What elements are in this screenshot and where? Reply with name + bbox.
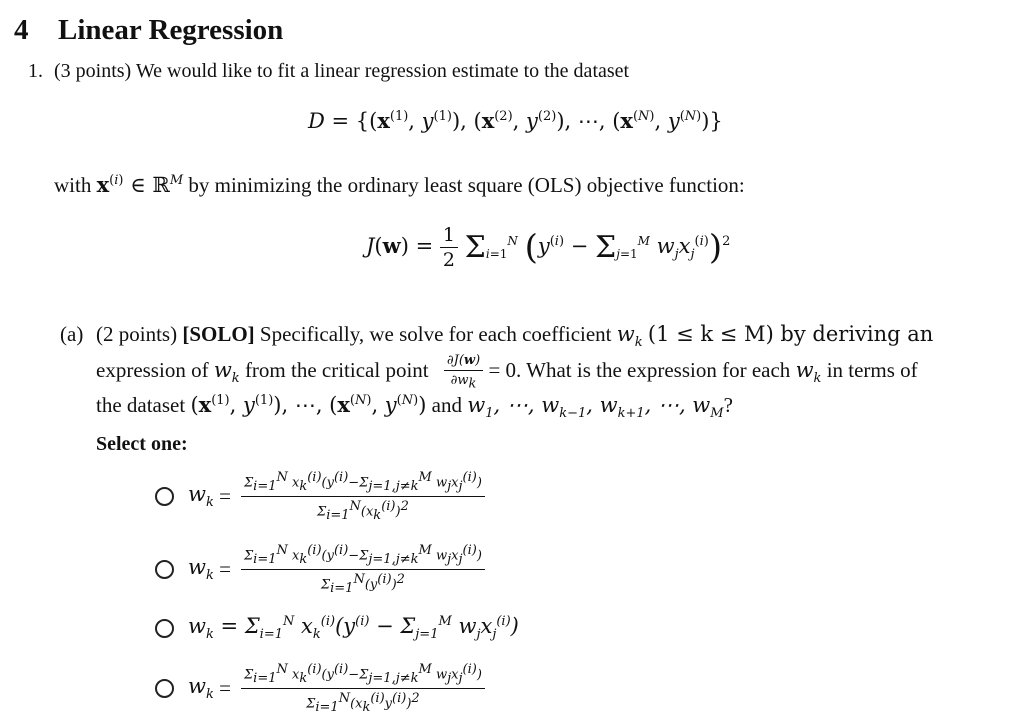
- partial-derivative: $\frac{\partial J(w)}{\partial w_k}$: [444, 353, 483, 392]
- part-a-line3-pre: the dataset: [96, 393, 186, 417]
- part-a-range: (1 ≤ k ≤ M) by deriving an: [647, 322, 934, 346]
- part-a-line-3: the dataset ($x^{(1)}$, $y^{(1)}$), ⋯, ($x^{(N)}$, $y^{(N)}$) and $w_1$, ⋯, $w_{k-1}$, $w_{k+1}$, ⋯, $w_M$?: [96, 392, 733, 422]
- part-a-line-2: expression of $w_k$ from the critical point $\frac{\partial J(w)}{\partial w_k}$ = 0. What is the expression for each $w_k$ in terms of: [96, 353, 918, 392]
- part-a-line1-text: Specifically, we solve for each coefficient: [259, 322, 612, 346]
- dataset-equation: $D = \{(x^{(1)}$, $y^{(1)}$), ($x^{(2)}$, $y^{(2)}$), ⋯, ($x^{(N)}$, $y^{(N)}$)}: [308, 108, 723, 133]
- part-a-line2-pre: expression of: [96, 358, 209, 383]
- radio-button[interactable]: [155, 487, 174, 506]
- option-d-fraction: $\frac{\Sigma_{i=1}^N x_k^{(i)}(y^{(i)}-\Sigma_{j=1,j\ne k}^M w_jx_j^{(i)})}{\Sigma_{i=1}^N(x_k^{(i)}y^{(i)})^2}$: [241, 662, 485, 715]
- with-line: with $x^{(i)}$ ∈ ℝ$^M$ by minimizing the ordinary least square (OLS) objective function:: [54, 172, 745, 197]
- radio-button[interactable]: [155, 679, 174, 698]
- radio-button[interactable]: [155, 619, 174, 638]
- part-a-label: (a): [60, 322, 84, 346]
- part-a-line2-end: in terms of: [826, 358, 918, 383]
- option-d[interactable]: $w_k$ = $\frac{\Sigma_{i=1}^N x_k^{(i)}(y^{(i)}-\Sigma_{j=1,j\ne k}^M w_jx_j^{(i)})}{\Sigma_{i=1}^N(x_k^{(i)}y^{(i)})^2}$: [155, 662, 485, 715]
- part-a-line2-post: = 0. What is the expression for each: [488, 358, 791, 383]
- question-intro: [28, 60, 629, 83]
- question-number: 1.: [28, 60, 43, 82]
- part-a-tag: [SOLO]: [182, 322, 255, 346]
- part-a-line-1: (2 points) [SOLO] Specifically, we solve for each coefficient $w_k$ (1 ≤ k ≤ M) by deriving an: [96, 322, 934, 351]
- question-intro-text: (3 points) We would like to fit a linear regression estimate to the dataset: [54, 60, 630, 82]
- option-b[interactable]: $w_k$ = $\frac{\Sigma_{i=1}^N x_k^{(i)}(y^{(i)}-\Sigma_{j=1,j\ne k}^M w_jx_j^{(i)})}{\Sigma_{i=1}^N(y^{(i)})^2}$: [155, 543, 485, 596]
- option-b-fraction: $\frac{\Sigma_{i=1}^N x_k^{(i)}(y^{(i)}-\Sigma_{j=1,j\ne k}^M w_jx_j^{(i)})}{\Sigma_{i=1}^N(y^{(i)})^2}$: [241, 543, 485, 596]
- option-a[interactable]: $w_k$ = $\frac{\Sigma_{i=1}^N x_k^{(i)}(y^{(i)}-\Sigma_{j=1,j\ne k}^M w_jx_j^{(i)})}{\Sigma_{i=1}^N(x_k^{(i)})^2}$: [155, 470, 485, 523]
- section-title-text: Linear Regression: [58, 14, 284, 46]
- part-a-line2-mid: from the critical point: [244, 358, 429, 383]
- section-number: 4: [14, 14, 29, 46]
- section-title: [14, 14, 283, 47]
- with-text: by minimizing the ordinary least square (OLS) objective function:: [188, 173, 745, 197]
- part-a-line3-mid: and: [431, 393, 462, 417]
- objective-equation: J(w) = $\frac{1}{2}$ $\Sigma_{i=1}^N$ ($y^{(i)} - \Sigma_{j=1}^M$ $w_jx_j^{(i)})^2$: [366, 224, 731, 271]
- select-one-label: Select one:: [96, 433, 188, 455]
- option-a-fraction: $\frac{\Sigma_{i=1}^N x_k^{(i)}(y^{(i)}-\Sigma_{j=1,j\ne k}^M w_jx_j^{(i)})}{\Sigma_{i=1}^N(x_k^{(i)})^2}$: [241, 470, 485, 523]
- radio-button[interactable]: [155, 560, 174, 579]
- part-a-points: (2 points): [96, 322, 178, 346]
- option-c[interactable]: $w_k = \Sigma_{i=1}^N$ $x_k^{(i)}(y^{(i)} - \Sigma_{j=1}^M$ $w_jx_j^{(i)}$): [155, 614, 519, 642]
